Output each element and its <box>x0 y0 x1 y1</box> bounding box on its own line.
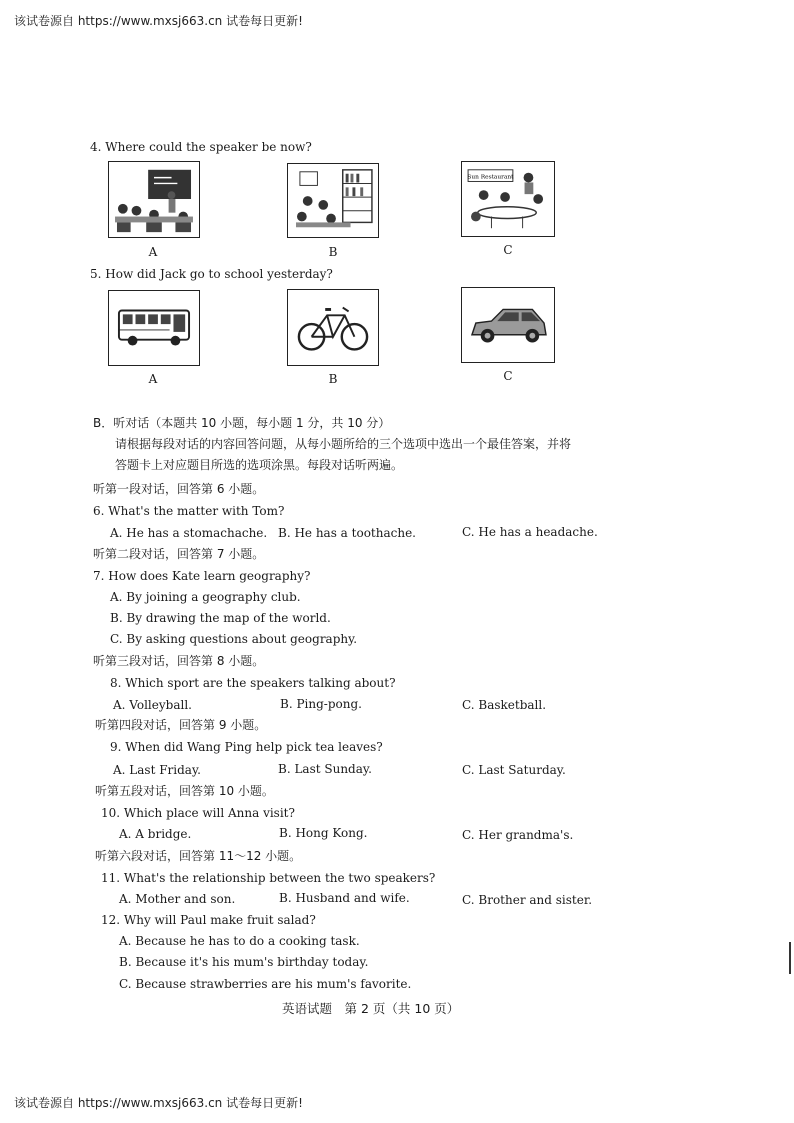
q6-option-a: A. He has a stomachache. <box>110 526 268 540</box>
restaurant-illustration <box>462 162 554 236</box>
question-5: 5. How did Jack go to school yesterday? <box>90 267 333 281</box>
page-footer: 英语试题 第 2 页（共 10 页） <box>282 1001 460 1016</box>
q4-label-b: B <box>328 245 338 259</box>
q8-option-a: A. Volleyball. <box>113 698 192 712</box>
library-illustration <box>288 164 378 237</box>
q5-label-c: C <box>503 369 513 383</box>
section-b-title: B．听对话（本题共 10 小题，每小题 1 分，共 10 分） <box>93 416 391 430</box>
section-b-instruction-2: 答题卡上对应题目所选的选项涂黑。每段对话听两遍。 <box>115 458 404 472</box>
question-10: 10. Which place will Anna visit? <box>101 806 295 820</box>
q12-option-b: B. Because it's his mum's birthday today. <box>119 955 369 969</box>
q12-option-a: A. Because he has to do a cooking task. <box>119 934 360 948</box>
q4-picture-b-library <box>287 163 379 238</box>
watermark-top: 该试卷源自 https://www.mxsj663.cn 试卷每日更新! <box>14 14 303 28</box>
dialogue-4-heading: 听第四段对话，回答第 9 小题。 <box>95 718 267 732</box>
q9-option-a: A. Last Friday. <box>113 763 201 777</box>
q7-option-c: C. By asking questions about geography. <box>110 632 358 646</box>
q5-picture-c-car <box>461 287 555 363</box>
q7-option-a: A. By joining a geography club. <box>110 590 301 604</box>
question-7: 7. How does Kate learn geography? <box>93 569 311 583</box>
scan-edge-mark <box>789 942 791 974</box>
q4-label-c: C <box>503 243 513 257</box>
q12-option-c: C. Because strawberries are his mum's favorite. <box>119 977 412 991</box>
question-11: 11. What's the relationship between the two speakers? <box>101 871 436 885</box>
dialogue-6-heading: 听第六段对话，回答第 11～12 小题。 <box>95 849 302 863</box>
q11-option-c: C. Brother and sister. <box>462 893 593 907</box>
q4-picture-c-restaurant <box>461 161 555 237</box>
dialogue-1-heading: 听第一段对话，回答第 6 小题。 <box>93 482 265 496</box>
q9-option-c: C. Last Saturday. <box>462 763 566 777</box>
bike-illustration <box>288 290 378 365</box>
section-b-instruction-1: 请根据每段对话的内容回答问题，从每小题所给的三个选项中选出一个最佳答案，并将 <box>115 437 572 451</box>
q10-option-b: B. Hong Kong. <box>279 826 368 840</box>
q8-option-b: B. Ping-pong. <box>280 697 362 711</box>
q11-option-b: B. Husband and wife. <box>279 891 410 905</box>
bus-illustration <box>109 291 199 365</box>
q8-option-c: C. Basketball. <box>462 698 547 712</box>
q5-label-b: B <box>328 372 338 386</box>
question-9: 9. When did Wang Ping help pick tea leaves? <box>110 740 383 754</box>
q5-label-a: A <box>148 372 158 386</box>
restaurant-sign: Sun Restaurant <box>467 174 514 181</box>
q4-picture-a-classroom <box>108 161 200 238</box>
q9-option-b: B. Last Sunday. <box>278 762 372 776</box>
question-12: 12. Why will Paul make fruit salad? <box>101 913 316 927</box>
q10-option-c: C. Her grandma's. <box>462 828 574 842</box>
question-6: 6. What's the matter with Tom? <box>93 504 285 518</box>
dialogue-3-heading: 听第三段对话，回答第 8 小题。 <box>93 654 265 668</box>
question-4: 4. Where could the speaker be now? <box>90 140 312 154</box>
dialogue-2-heading: 听第二段对话，回答第 7 小题。 <box>93 547 265 561</box>
q5-picture-b-bike <box>287 289 379 366</box>
q4-label-a: A <box>148 245 158 259</box>
q7-option-b: B. By drawing the map of the world. <box>110 611 331 625</box>
classroom-illustration <box>109 162 199 237</box>
car-illustration <box>462 288 554 362</box>
q11-option-a: A. Mother and son. <box>119 892 236 906</box>
q6-option-b: B. He has a toothache. <box>278 526 416 540</box>
question-8: 8. Which sport are the speakers talking about? <box>110 676 396 690</box>
dialogue-5-heading: 听第五段对话，回答第 10 小题。 <box>95 784 274 798</box>
q5-picture-a-bus <box>108 290 200 366</box>
q6-option-c: C. He has a headache. <box>462 525 598 539</box>
q10-option-a: A. A bridge. <box>119 827 192 841</box>
watermark-bottom: 该试卷源自 https://www.mxsj663.cn 试卷每日更新! <box>14 1096 303 1110</box>
